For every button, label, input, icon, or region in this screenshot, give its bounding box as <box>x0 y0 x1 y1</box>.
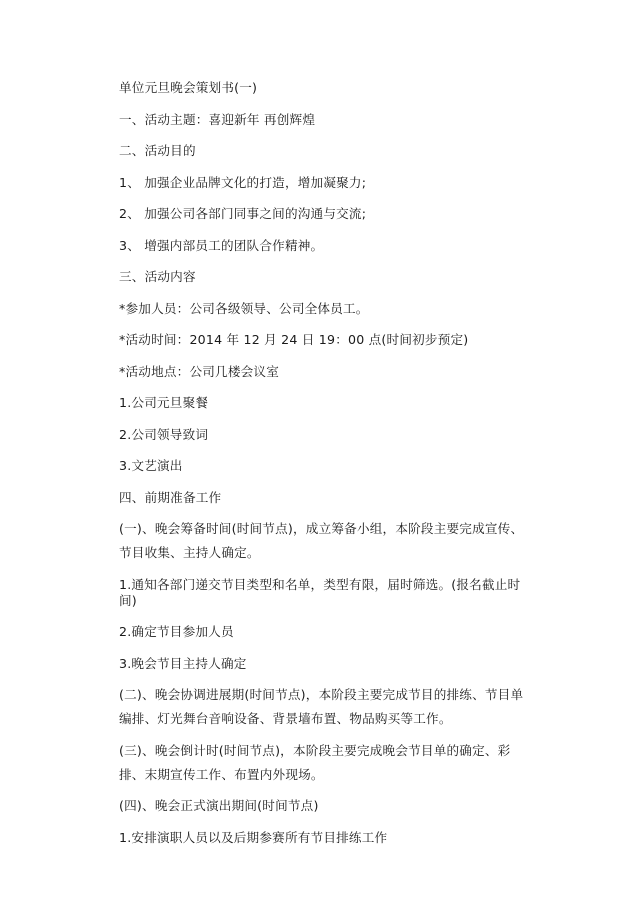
section-heading: (四)、晚会正式演出期间(时间节点) <box>119 798 319 813</box>
paragraph: (三)、晚会倒计时(时间节点)，本阶段主要完成晚会节目单的确定、彩排、末期宣传工作、布置内外现场。 <box>119 742 511 782</box>
detail-line: *活动地点：公司几楼会议室 <box>119 363 280 379</box>
document-body <box>119 80 531 861</box>
list-item: 3、 增强内部员工的团队合作精神。 <box>119 237 324 253</box>
detail-line: *参加人员：公司各级领导、公司全体员工。 <box>119 300 369 316</box>
list-item: 2.公司领导致词 <box>119 426 209 442</box>
document-title: 单位元旦晚会策划书(一) <box>119 80 258 95</box>
section-heading: 一、活动主题：喜迎新年 再创辉煌 <box>119 111 316 127</box>
list-item: 3.文艺演出 <box>119 458 183 473</box>
list-item: 2、 加强公司各部门同事之间的沟通与交流; <box>119 206 367 221</box>
list-item: 1.安排演职人员以及后期参赛所有节目排练工作 <box>119 829 388 845</box>
list-item: 1、 加强企业品牌文化的打造，增加凝聚力; <box>119 174 367 190</box>
paragraph: (一)、晚会筹备时间(时间节点)，成立筹备小组，本阶段主要完成宣传、节目收集、主持人确定。 <box>119 521 524 560</box>
list-item: 1.公司元旦聚餐 <box>119 395 209 410</box>
section-heading: 四、前期准备工作 <box>119 489 222 505</box>
list-item: 1.通知各部门递交节目类型和名单，类型有限，届时筛选。(报名截止时间) <box>119 576 521 608</box>
section-heading: 二、活动目的 <box>119 143 196 158</box>
detail-line: *活动时间：2014 年 12 月 24 日 19：00 点(时间初步预定) <box>119 332 469 347</box>
list-item: 2.确定节目参加人员 <box>119 624 234 639</box>
paragraph: (二)、晚会协调进展期(时间节点)，本阶段主要完成节目的排练、节目单编排、灯光舞台音响设备、背景墙布置、物品购买等工作。 <box>119 687 524 726</box>
list-item: 3.晚会节目主持人确定 <box>119 655 247 671</box>
section-heading: 三、活动内容 <box>119 269 196 284</box>
